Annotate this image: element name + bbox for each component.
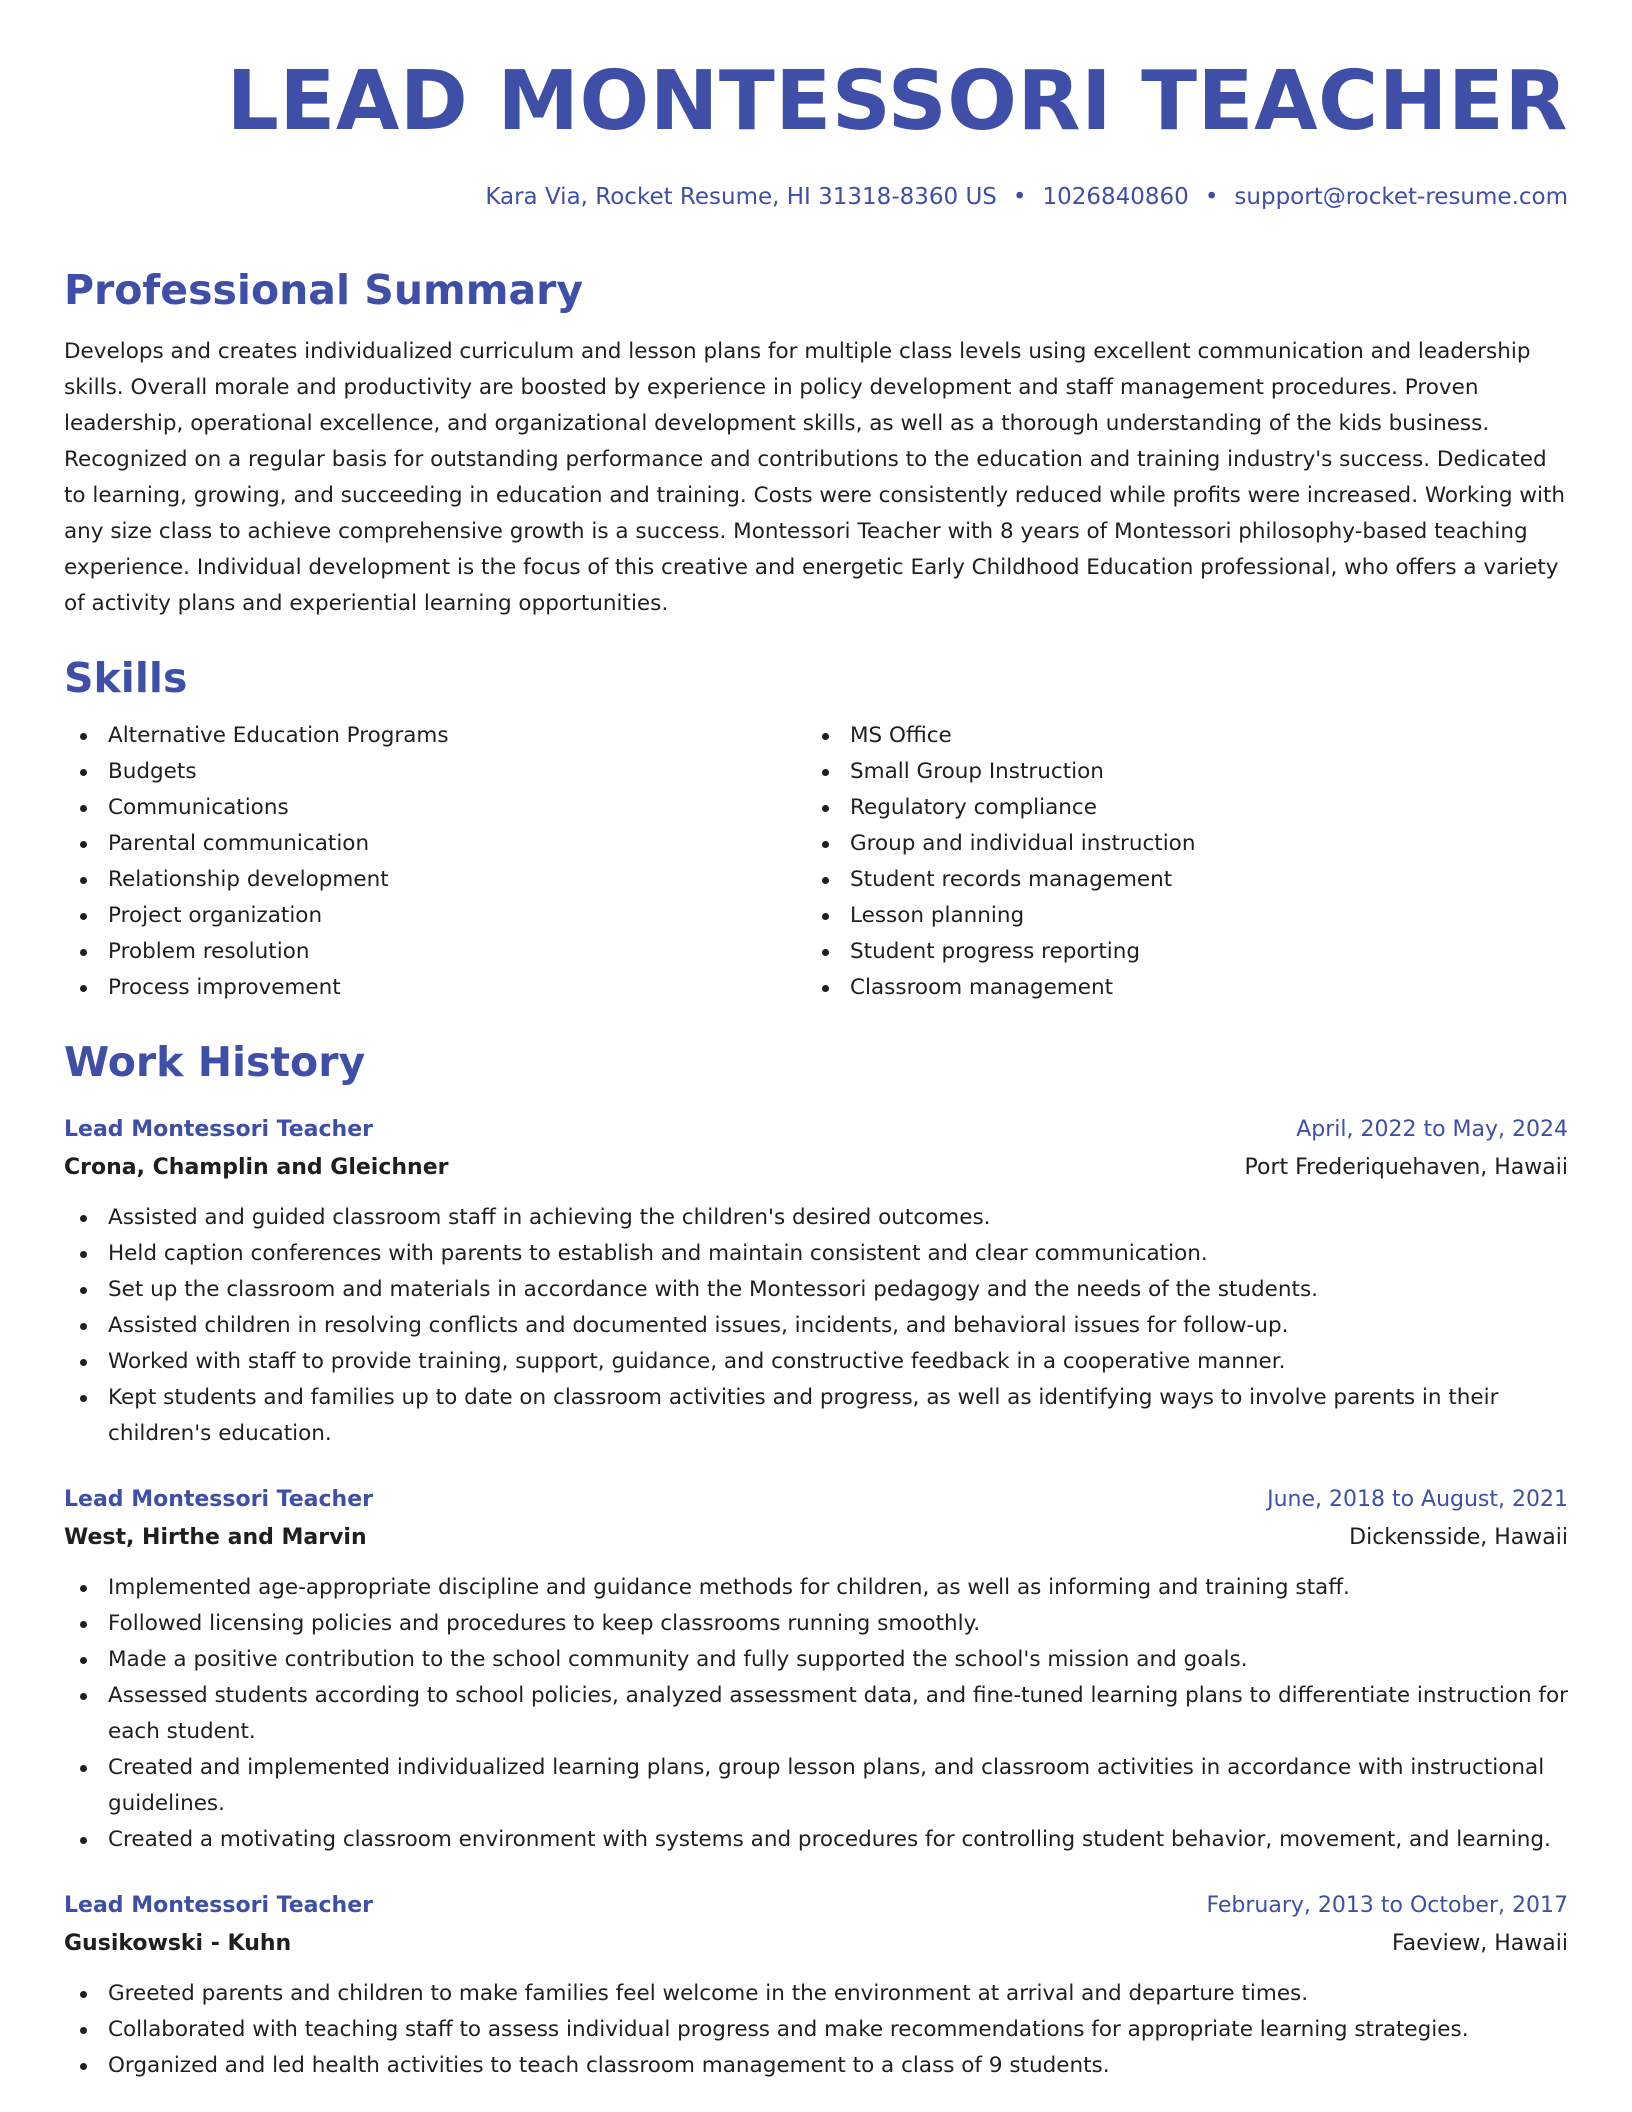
skill-item: Classroom management [806, 970, 1548, 1006]
job-entry [64, 1482, 1568, 1858]
job-bullet: Collaborated with teaching staff to assess individual progress and make recommendations for appropriate learning strategies. [64, 2012, 1568, 2048]
work-history-heading: Work History [64, 1038, 366, 1086]
skill-item: Student records management [806, 862, 1548, 898]
skill-item: Small Group Instruction [806, 754, 1548, 790]
job-dates: April, 2022 to May, 2024 [1296, 1117, 1568, 1142]
contact-phone: 1026840860 [1042, 184, 1189, 210]
skills-list [64, 718, 1568, 1006]
job-company: West, Hirthe and Marvin [64, 1525, 367, 1550]
job-bullet: Created and implemented individualized learning plans, group lesson plans, and classroom activities in accordance with instructional guidelines. [64, 1750, 1568, 1822]
resume-title: LEAD MONTESSORI TEACHER [226, 54, 1568, 149]
skill-item: MS Office [806, 718, 1548, 754]
job-company: Gusikowski - Kuhn [64, 1931, 292, 1956]
job-title: Lead Montessori Teacher [64, 1117, 373, 1142]
job-bullet: Organized and led health activities to teach classroom management to a class of 9 students. [64, 2048, 1568, 2084]
contact-separator: • [1204, 184, 1219, 210]
job-bullet: Held caption conferences with parents to establish and maintain consistent and clear communication. [64, 1236, 1568, 1272]
job-bullet: Assessed students according to school policies, analyzed assessment data, and fine-tuned learning plans to differentiate instruction for each student. [64, 1678, 1568, 1750]
skill-item: Group and individual instruction [806, 826, 1548, 862]
skill-item: Communications [64, 790, 806, 826]
job-bullet: Assisted and guided classroom staff in achieving the children's desired outcomes. [64, 1200, 1568, 1236]
skill-item: Budgets [64, 754, 806, 790]
job-subheader [64, 1924, 1568, 1964]
skill-item: Process improvement [64, 970, 806, 1006]
job-bullets [64, 1570, 1568, 1858]
skill-item: Problem resolution [64, 934, 806, 970]
job-location: Faeview, Hawaii [1391, 1931, 1568, 1956]
contact-line [64, 180, 1568, 214]
job-header [64, 1482, 1568, 1518]
job-bullets [64, 1976, 1568, 2084]
skills-column-right [806, 718, 1548, 1006]
job-dates: February, 2013 to October, 2017 [1206, 1893, 1568, 1918]
job-bullet: Worked with staff to provide training, support, guidance, and constructive feedback in a cooperative manner. [64, 1344, 1568, 1380]
job-bullet: Kept students and families up to date on classroom activities and progress, as well as identifying ways to involve parents in their children's education. [64, 1380, 1568, 1452]
job-bullet: Created a motivating classroom environment with systems and procedures for controlling student behavior, movement, and learning. [64, 1822, 1568, 1858]
skill-item: Project organization [64, 898, 806, 934]
job-header [64, 1888, 1568, 1924]
job-title: Lead Montessori Teacher [64, 1487, 373, 1512]
skill-item: Student progress reporting [806, 934, 1548, 970]
job-bullets [64, 1200, 1568, 1452]
job-dates: June, 2018 to August, 2021 [1267, 1487, 1568, 1512]
job-bullet: Set up the classroom and materials in accordance with the Montessori pedagogy and the needs of the students. [64, 1272, 1568, 1308]
job-company: Crona, Champlin and Gleichner [64, 1155, 449, 1180]
job-bullet: Greeted parents and children to make families feel welcome in the environment at arrival and departure times. [64, 1976, 1568, 2012]
summary-text: Develops and creates individualized curriculum and lesson plans for multiple class levels using excellent communication and leadership skills. Overall morale and productivity are boosted by experience in policy development and staff management procedures. Proven leadership, operational excellence, and organizational development skills, as well as a thorough understanding of the kids business. Recognized on a regular basis for outstanding performance and contributions to the education and training industry's success. Dedicated to learning, growing, and succeeding in education and training. Costs were consistently reduced while profits were increased. Working with any size class to achieve comprehensive growth is a success. Montessori Teacher with 8 years of Montessori philosophy-based teaching experience. Individual development is the focus of this creative and energetic Early Childhood Education professional, who offers a variety of activity plans and experiential learning opportunities. [64, 339, 1566, 616]
job-bullet: Made a positive contribution to the school community and fully supported the school's mission and goals. [64, 1642, 1568, 1678]
contact-address: Kara Via, Rocket Resume, HI 31318-8360 US [485, 184, 997, 210]
skill-item: Regulatory compliance [806, 790, 1548, 826]
contact-email: support@rocket-resume.com [1234, 184, 1568, 210]
skills-heading: Skills [64, 654, 188, 702]
summary-heading: Professional Summary [64, 266, 584, 314]
skill-item: Relationship development [64, 862, 806, 898]
job-title: Lead Montessori Teacher [64, 1893, 373, 1918]
job-entry [64, 1112, 1568, 1452]
job-location: Port Frederiquehaven, Hawaii [1244, 1155, 1568, 1180]
job-location: Dickensside, Hawaii [1349, 1525, 1568, 1550]
job-subheader [64, 1518, 1568, 1558]
skill-item: Lesson planning [806, 898, 1548, 934]
job-header [64, 1112, 1568, 1148]
resume-page [64, 0, 1568, 2084]
job-bullet: Implemented age-appropriate discipline and guidance methods for children, as well as informing and training staff. [64, 1570, 1568, 1606]
job-bullet: Assisted children in resolving conflicts and documented issues, incidents, and behavioral issues for follow-up. [64, 1308, 1568, 1344]
job-entry [64, 1888, 1568, 2084]
contact-separator: • [1012, 184, 1027, 210]
skills-column-left [64, 718, 806, 1006]
job-subheader [64, 1148, 1568, 1188]
job-bullet: Followed licensing policies and procedures to keep classrooms running smoothly. [64, 1606, 1568, 1642]
skill-item: Alternative Education Programs [64, 718, 806, 754]
skill-item: Parental communication [64, 826, 806, 862]
